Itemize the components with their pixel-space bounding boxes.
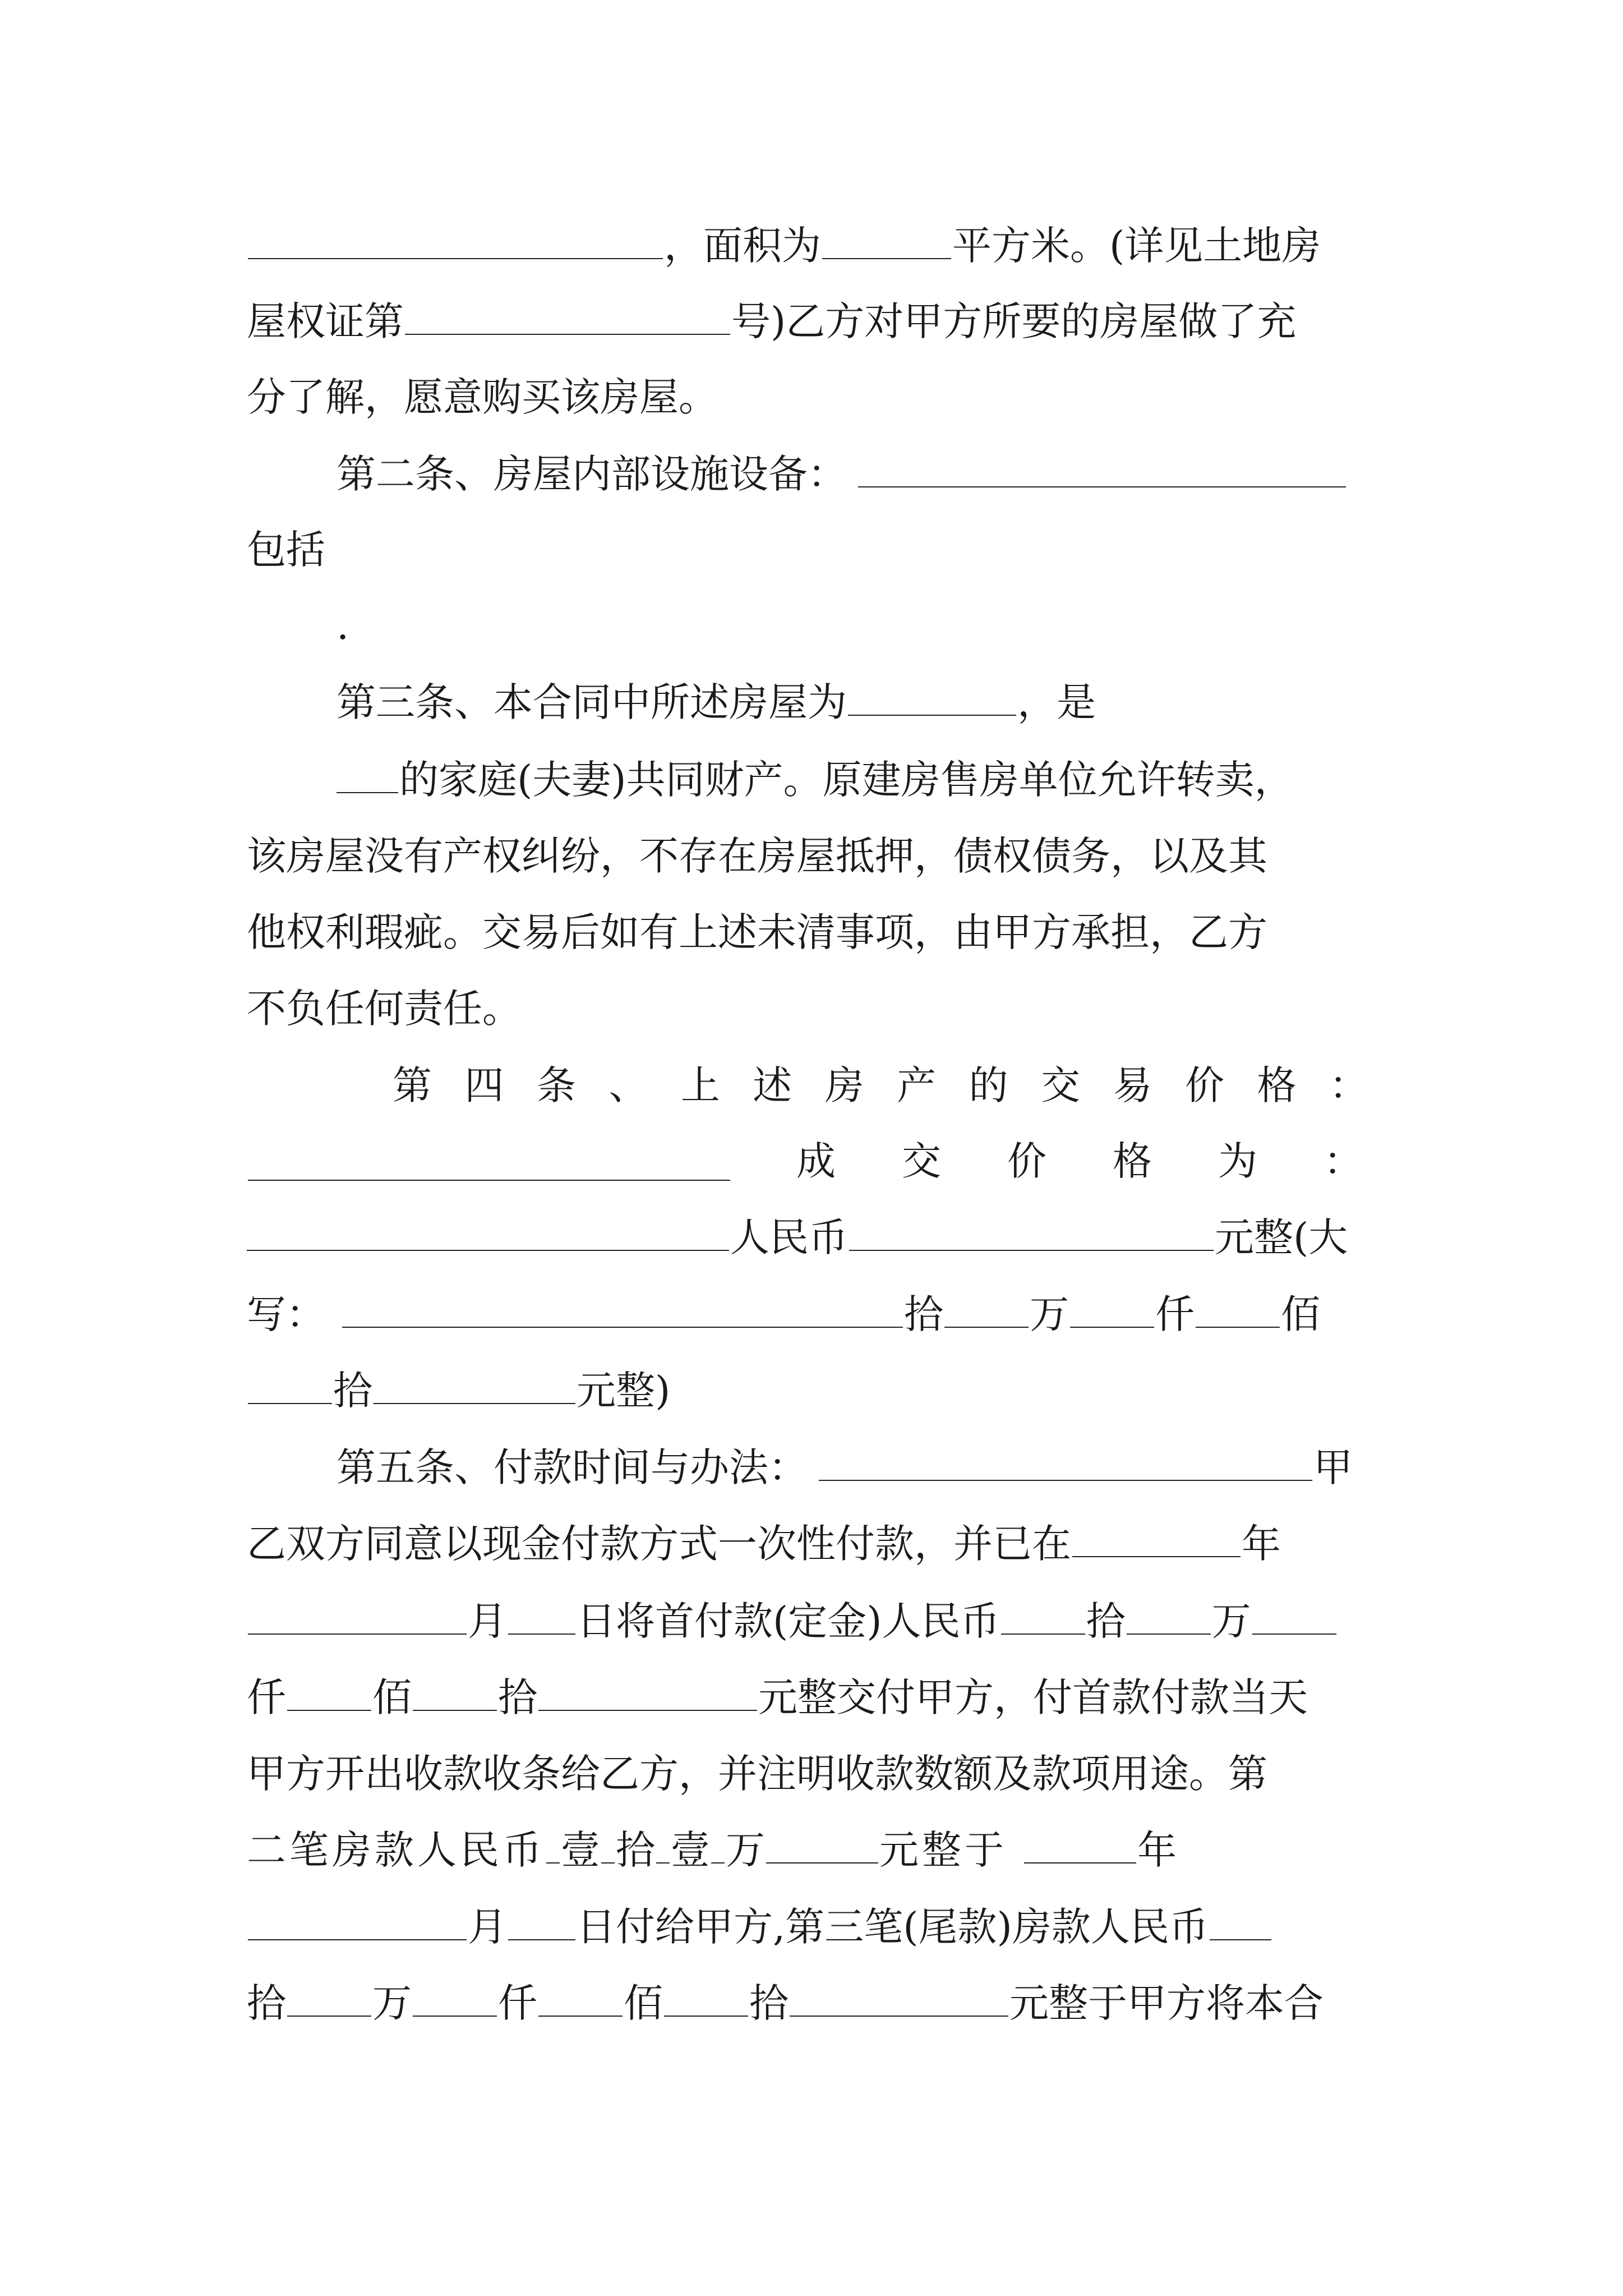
fill-blank: [1127, 1633, 1211, 1635]
fill-blank: [413, 1709, 497, 1711]
spaced-char: 述: [753, 1062, 792, 1108]
spaced-char: 、: [608, 1062, 648, 1108]
line-text: 乙双方同意以现金付款方式一次性付款，并已在: [247, 1521, 1071, 1567]
spaced-char: 易: [1113, 1062, 1152, 1108]
line-text: 万: [1030, 1291, 1069, 1337]
doc-line-16: [247, 1357, 1385, 1424]
doc-line-11: [247, 975, 1385, 1042]
fill-blank: [248, 1402, 332, 1404]
line-text: 拾: [333, 1368, 372, 1414]
line-text: 年: [1137, 1827, 1177, 1873]
fill-blank: [546, 1862, 560, 1864]
line-text: 二笔房款人民币: [247, 1827, 545, 1873]
spaced-char: 条: [536, 1062, 576, 1108]
line-text: 佰: [372, 1674, 412, 1720]
line-text: 该房屋没有产权纠纷，不存在房屋抵押，债权债务，以及其: [247, 833, 1267, 879]
fill-blank: [1196, 1326, 1280, 1328]
doc-line-22: [247, 1816, 1385, 1884]
fill-blank: [405, 333, 730, 335]
spaced-char: 房: [824, 1062, 864, 1108]
fill-blank: [248, 257, 663, 259]
fill-blank: [711, 1862, 725, 1864]
doc-line-18: [247, 1510, 1385, 1577]
line-text: 万: [726, 1827, 765, 1873]
line-text: 号)乙方对甲方所要的房屋做了充: [731, 298, 1297, 344]
spaced-char: ：: [1329, 1062, 1368, 1108]
doc-line-12: [393, 1052, 1368, 1119]
spaced-char: 为: [1218, 1138, 1257, 1184]
spaced-char: 格: [1113, 1138, 1152, 1184]
fill-blank: [1001, 1633, 1085, 1635]
fill-blank: [248, 1179, 730, 1181]
doc-line-4: [247, 440, 1385, 508]
line-text: 壹: [671, 1827, 710, 1873]
fill-blank: [336, 792, 398, 793]
line-text: 第五条、付款时间与办法：: [336, 1444, 808, 1490]
fill-blank: [819, 1479, 1312, 1481]
line-text: 元整): [577, 1368, 671, 1414]
fill-blank: [413, 2015, 497, 2017]
spaced-char: 产: [897, 1062, 937, 1108]
spaced-char: 的: [969, 1062, 1008, 1108]
spaced-char: 交: [1041, 1062, 1081, 1108]
line-text: 壹: [561, 1827, 600, 1873]
spaced-char: 上: [680, 1062, 720, 1108]
spaced-char: 成: [796, 1138, 836, 1184]
doc-line-20: [247, 1664, 1385, 1731]
fill-blank: [248, 1939, 467, 1940]
line-text: 拾: [904, 1291, 943, 1337]
doc-line-5: [247, 516, 1385, 583]
line-text: 日付给甲方,第三笔(尾款)房款人民币: [577, 1904, 1209, 1950]
line-text: 甲: [1313, 1444, 1353, 1490]
doc-line-3: [247, 364, 1385, 431]
spaced-char: 交: [902, 1138, 941, 1184]
line-text: 月: [468, 1598, 507, 1644]
fill-blank: [1210, 1939, 1271, 1940]
doc-line-10: [247, 899, 1385, 966]
line-text: 日将首付款(定金)人民币: [577, 1598, 1000, 1644]
fill-blank: [766, 1862, 878, 1864]
line-text: 元整于甲方将本合: [1009, 1980, 1324, 2026]
line-text: 甲方开出收款收条给乙方，并注明收款数额及款项用途。第: [247, 1751, 1267, 1797]
fill-blank: [538, 1709, 757, 1711]
line-text: 仟: [247, 1674, 286, 1720]
line-text: 仟: [498, 1980, 537, 2026]
line-text: 元整(大: [1215, 1214, 1348, 1260]
line-text: 万: [1211, 1598, 1251, 1644]
line-text: 人民币: [730, 1214, 848, 1260]
fill-blank: [601, 1862, 615, 1864]
spaced-char: 第: [393, 1062, 432, 1108]
spaced-char: 价: [1007, 1138, 1046, 1184]
doc-line-13: [247, 1128, 1385, 1195]
line-text: ，面积为: [664, 223, 821, 269]
line-text: 元整交付甲方，付首款付款当天: [758, 1674, 1308, 1720]
fill-blank: [342, 1326, 903, 1328]
line-text: 不负任何责任。: [247, 986, 522, 1032]
fill-blank: [538, 2015, 623, 2017]
doc-line-6: [247, 592, 1385, 659]
doc-line-23: [247, 1893, 1385, 1961]
fill-blank: [664, 2015, 748, 2017]
fill-blank: [790, 2015, 1008, 2017]
spaced-group: [796, 1128, 1363, 1195]
line-text: .: [336, 602, 349, 648]
doc-line-24: [247, 1970, 1385, 2037]
doc-line-21: [247, 1740, 1385, 1807]
line-text: 包括: [247, 527, 325, 573]
line-text: 平方米。(详见土地房: [952, 223, 1321, 269]
doc-line-17: [247, 1434, 1385, 1501]
fill-blank: [248, 1633, 467, 1635]
fill-blank: [848, 714, 1016, 716]
line-text: 佰: [1281, 1291, 1320, 1337]
spaced-char: 格: [1257, 1062, 1297, 1108]
doc-line-19: [247, 1588, 1385, 1655]
fill-blank: [374, 1402, 575, 1404]
spaced-char: 价: [1184, 1062, 1224, 1108]
fill-blank: [508, 1633, 575, 1635]
fill-blank: [944, 1326, 1029, 1328]
line-text: ，是: [1017, 679, 1096, 725]
line-text: 仟: [1155, 1291, 1195, 1337]
line-text: 拾: [1086, 1598, 1126, 1644]
line-text: 佰: [624, 1980, 663, 2026]
fill-blank: [1070, 1326, 1154, 1328]
fill-blank: [287, 2015, 371, 2017]
line-text: 他权利瑕疵。交易后如有上述未清事项，由甲方承担，乙方: [247, 909, 1267, 955]
doc-line-15: [247, 1281, 1385, 1348]
line-text: 的家庭(夫妻)共同财产。原建房售房单位允许转卖，: [399, 757, 1294, 803]
line-text: 第二条、房屋内部设施设备：: [336, 451, 847, 497]
doc-line-7: [247, 669, 1385, 736]
doc-line-1: [247, 212, 1385, 279]
fill-blank: [858, 486, 1346, 487]
fill-blank: [1024, 1862, 1136, 1864]
line-text: 第三条、本合同中所述房屋为: [336, 679, 847, 725]
fill-blank: [508, 1939, 575, 1940]
fill-blank: [1072, 1556, 1241, 1557]
line-text: 拾: [749, 1980, 789, 2026]
line-text: 拾: [616, 1827, 655, 1873]
line-text: 屋权证第: [247, 298, 404, 344]
spaced-char: 四: [464, 1062, 504, 1108]
fill-blank: [247, 1249, 729, 1251]
doc-line-9: [247, 822, 1385, 890]
doc-line-14: [247, 1204, 1385, 1271]
fill-blank: [849, 1249, 1214, 1251]
line-text: 拾: [498, 1674, 537, 1720]
fill-blank: [656, 1862, 670, 1864]
fill-blank: [1252, 1633, 1336, 1635]
doc-line-8: [247, 746, 1385, 813]
line-text: 元整于: [879, 1827, 1007, 1873]
line-text: 万: [372, 1980, 412, 2026]
line-text: 分了解，愿意购买该房屋。: [247, 374, 718, 420]
line-text: 写：: [247, 1291, 325, 1337]
fill-blank: [287, 1709, 371, 1711]
line-text: 年: [1242, 1521, 1281, 1567]
line-text: 月: [468, 1904, 507, 1950]
doc-line-2: [247, 288, 1385, 355]
spaced-char: ：: [1324, 1138, 1363, 1184]
line-text: 拾: [247, 1980, 286, 2026]
fill-blank: [822, 257, 951, 259]
